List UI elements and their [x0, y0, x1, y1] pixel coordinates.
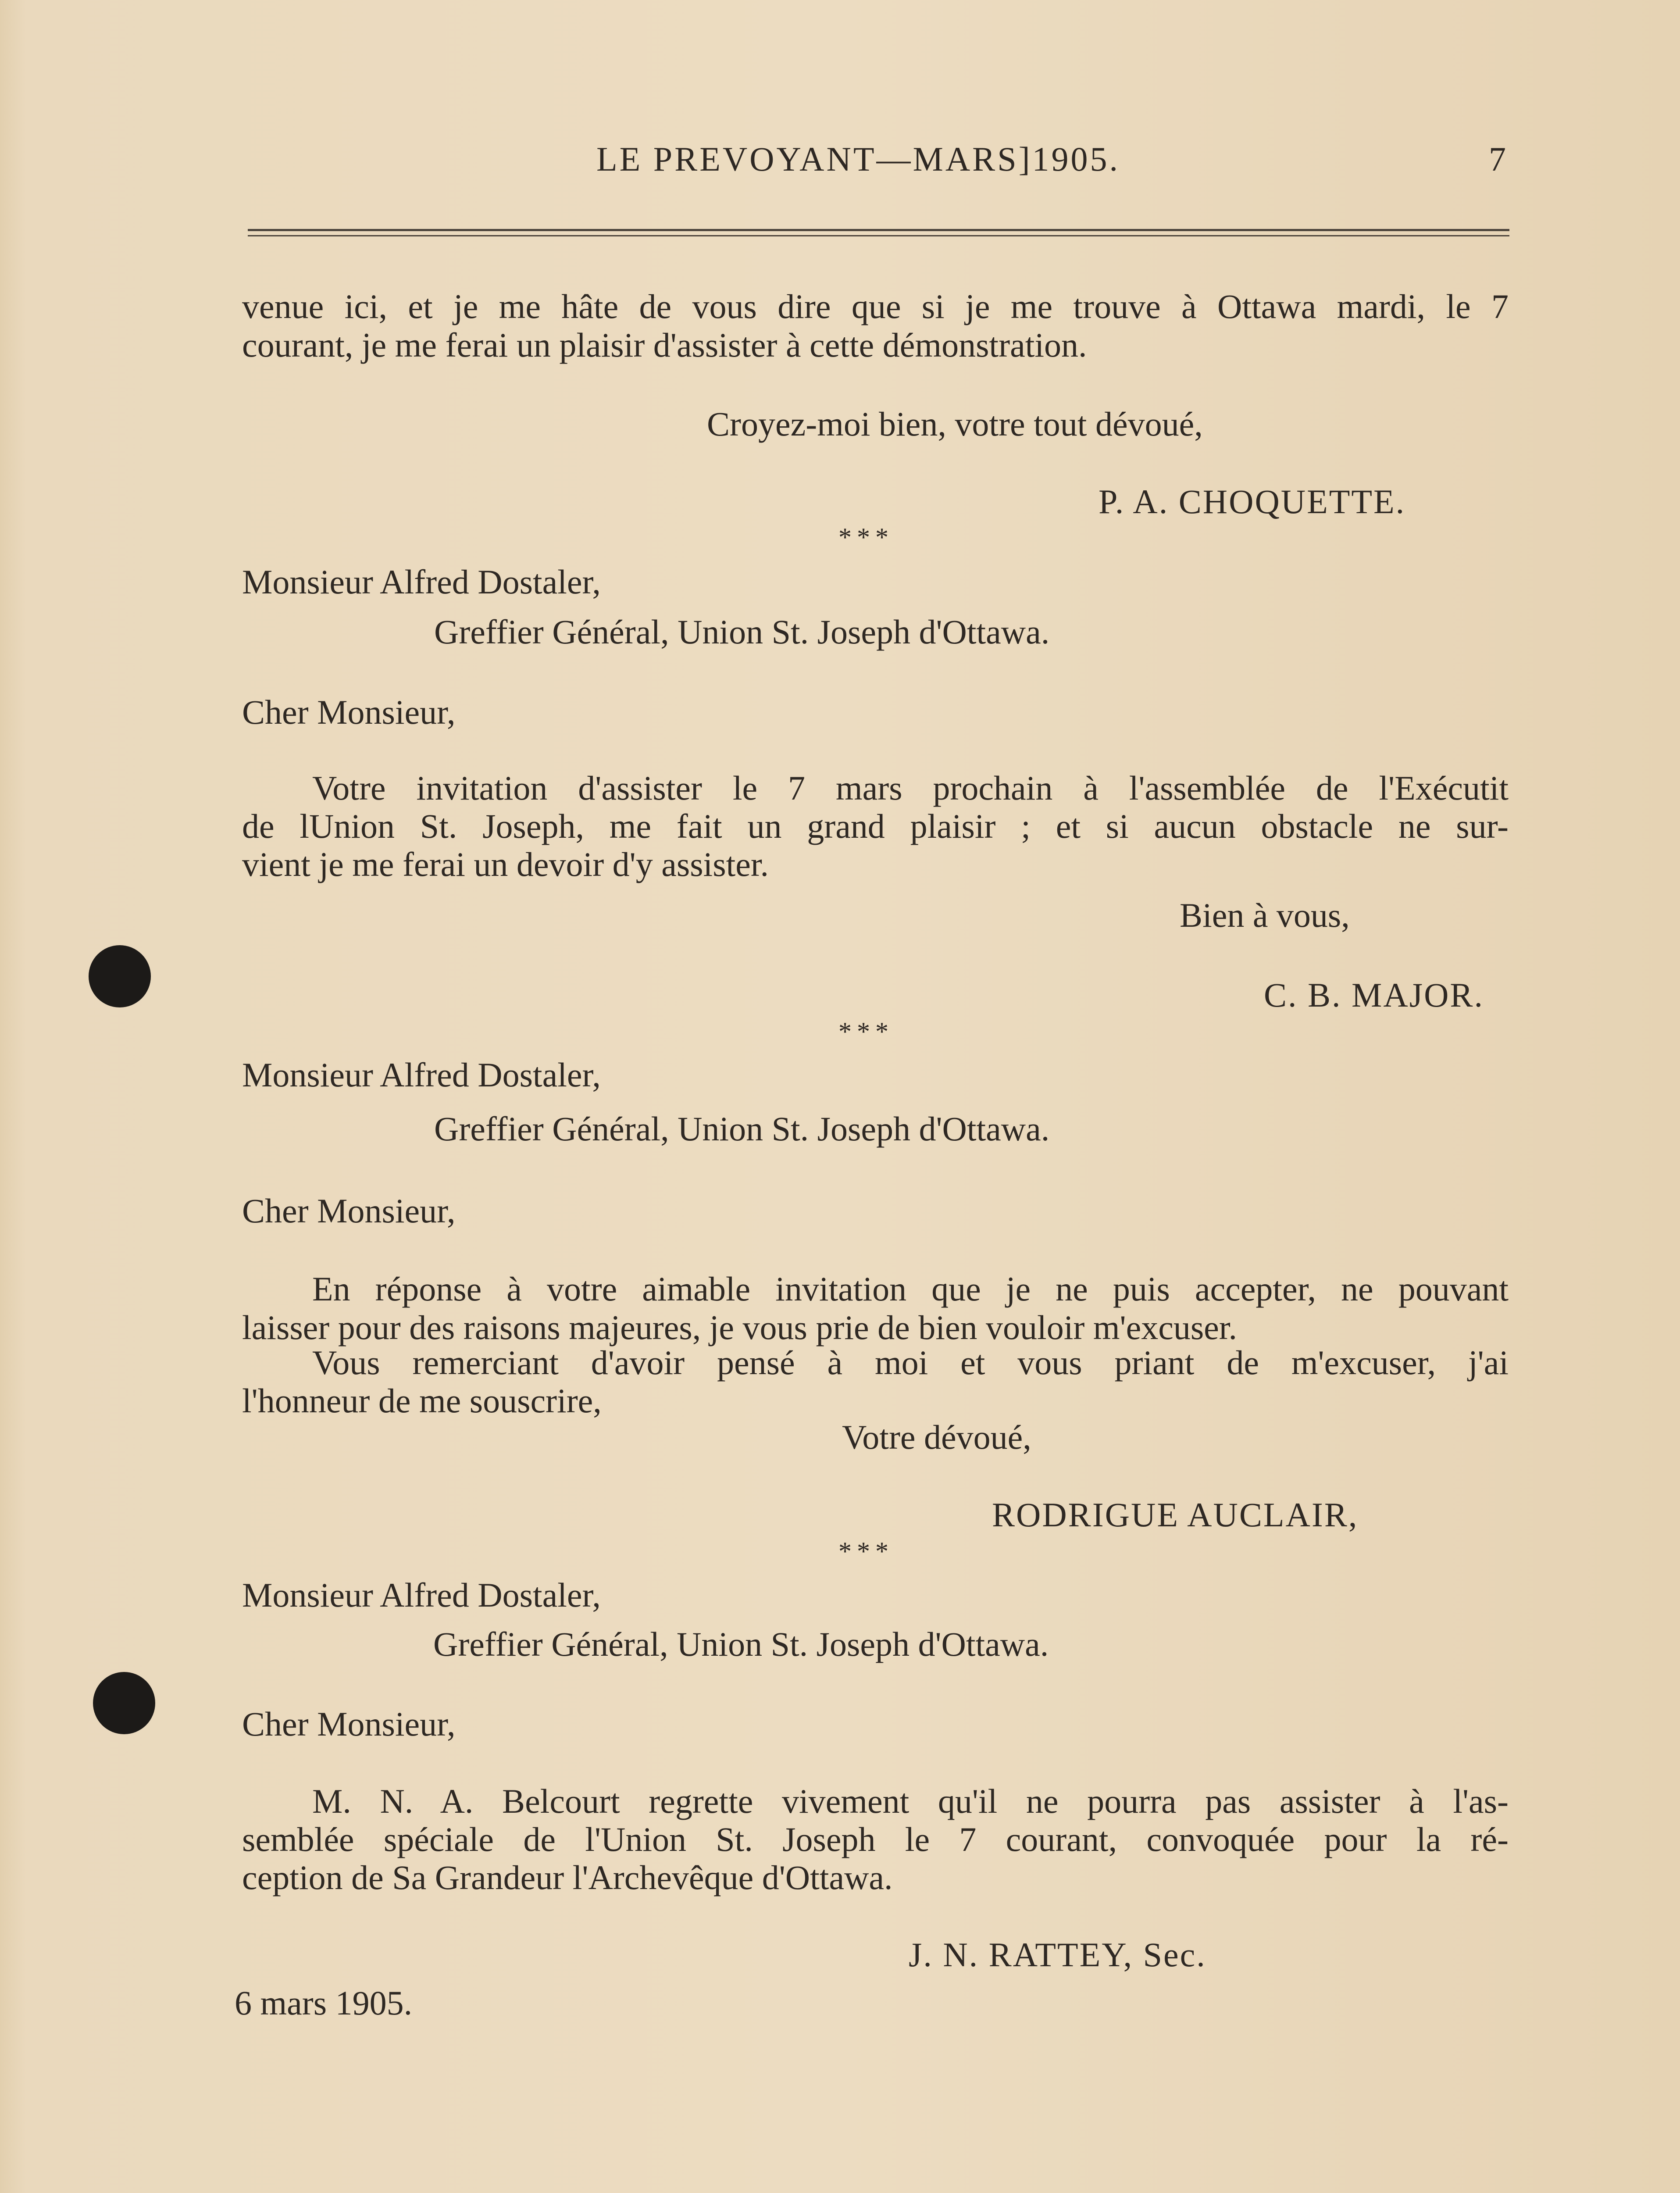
addressee: Monsieur Alfred Dostaler,	[242, 1576, 601, 1614]
signature: C. B. MAJOR.	[1264, 976, 1484, 1014]
body-line: Vous remerciant d'avoir pensé à moi et vous priant de m'excuser, j'ai	[312, 1343, 1509, 1382]
body-line: laisser pour des raisons majeures, je vous prie de bien vouloir m'excuser.	[242, 1308, 1237, 1347]
body-line: vient je me ferai un devoir d'y assister.	[242, 845, 769, 883]
separator: ***	[838, 1017, 894, 1046]
body-line: M. N. A. Belcourt regrette vivement qu'il ne pourra pas assister à l'as-	[312, 1782, 1509, 1820]
salutation: Cher Monsieur,	[242, 693, 456, 731]
body-line: ception de Sa Grandeur l'Archevêque d'Ottawa.	[242, 1858, 893, 1897]
body-line: Votre invitation d'assister le 7 mars prochain à l'assemblée de l'Exécutit	[312, 769, 1509, 807]
addressee-title: Greffier Général, Union St. Joseph d'Ottawa.	[433, 1625, 1049, 1663]
body-line: l'honneur de me souscrire,	[242, 1382, 602, 1420]
signature: J. N. RATTEY, Sec.	[909, 1936, 1206, 1974]
page-number: 7	[1489, 140, 1506, 178]
separator: ***	[838, 1537, 894, 1566]
closing: Croyez-moi bien, votre tout dévoué,	[707, 405, 1203, 443]
salutation: Cher Monsieur,	[242, 1192, 456, 1230]
signature: P. A. CHOQUETTE.	[1099, 482, 1406, 521]
addressee: Monsieur Alfred Dostaler,	[242, 563, 601, 601]
salutation: Cher Monsieur,	[242, 1705, 456, 1743]
body-line: courant, je me ferai un plaisir d'assister à cette démonstration.	[242, 326, 1087, 364]
closing: Votre dévoué,	[842, 1418, 1031, 1456]
addressee-title: Greffier Général, Union St. Joseph d'Ottawa.	[434, 613, 1050, 651]
running-header: LE PREVOYANT—MARS]1905.	[596, 140, 1120, 178]
binder-hole	[93, 1672, 155, 1734]
closing: Bien à vous,	[1180, 896, 1350, 934]
body-line: semblée spéciale de l'Union St. Joseph le 7 courant, convoquée pour la ré-	[242, 1820, 1509, 1858]
body-line: de lUnion St. Joseph, me fait un grand plaisir ; et si aucun obstacle ne sur-	[242, 807, 1509, 845]
signature: RODRIGUE AUCLAIR,	[992, 1496, 1359, 1534]
binder-hole	[89, 945, 151, 1007]
body-line: venue ici, et je me hâte de vous dire que si je me trouve à Ottawa mardi, le 7	[242, 287, 1509, 325]
header-rule	[248, 235, 1509, 236]
body-line: En réponse à votre aimable invitation que je ne puis accepter, ne pouvant	[312, 1270, 1509, 1308]
addressee: Monsieur Alfred Dostaler,	[242, 1056, 601, 1094]
header-rule	[248, 229, 1509, 231]
separator: ***	[838, 523, 894, 552]
date: 6 mars 1905.	[235, 1984, 413, 2022]
addressee-title: Greffier Général, Union St. Joseph d'Ottawa.	[434, 1110, 1050, 1148]
